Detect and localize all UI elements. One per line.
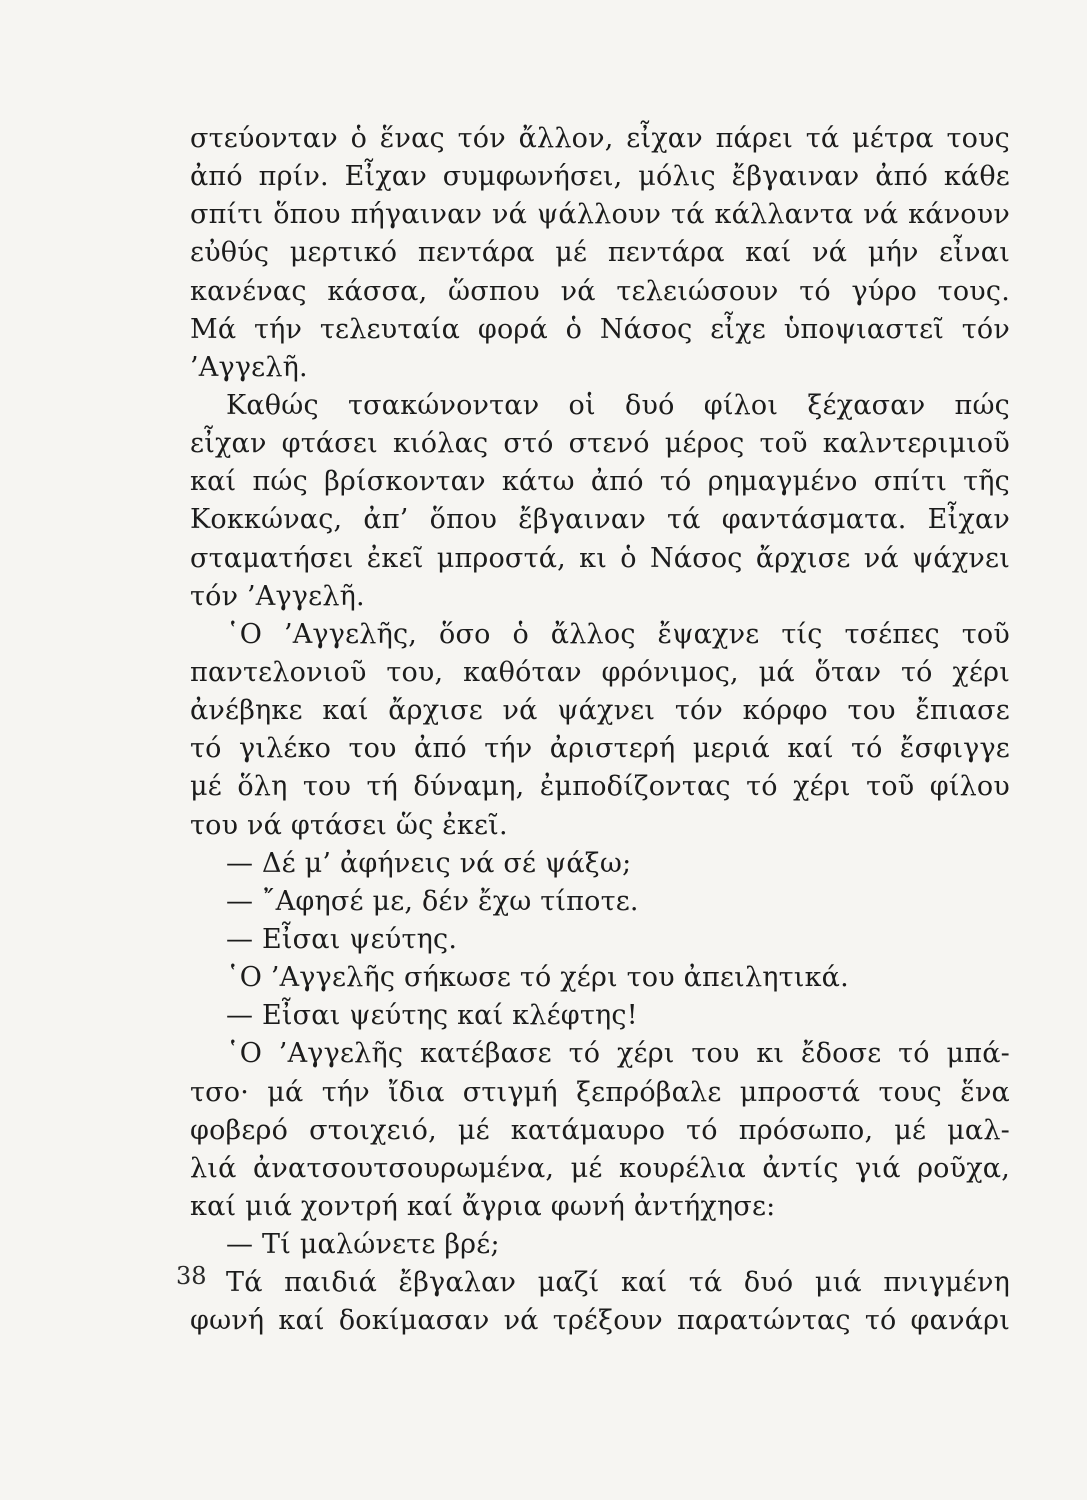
text-line: στεύονταν ὁ ἕνας τόν ἄλλον, εἶχαν πάρει τά μέτρα τους xyxy=(190,123,1010,154)
text-line: τό γιλέκο του ἀπό τήν ἀριστερή μεριά καί τό ἔσφιγγε xyxy=(190,733,1010,765)
text-line: Κοκκώνας, ἀπ’ ὅπου ἔβγαιναν τά φαντάσματα. Εἶχαν xyxy=(190,504,1010,536)
dialogue-line: — Εἶσαι ψεύτης. xyxy=(226,923,458,955)
text-line: φοβερό στοιχειό, μέ κατάμαυρο τό πρόσωπο, μέ μαλ- xyxy=(190,1114,1010,1146)
text-line: ῾Ο ’Αγγελῆς κατέβασε τό χέρι του κι ἔδοσε τό μπά- xyxy=(226,1038,1010,1070)
dialogue-line: — ῎Αφησέ με, δέν ἔχω τίποτε. xyxy=(226,885,639,917)
text-line: καί μιά χοντρή καί ἄγρια φωνή ἀντήχησε: xyxy=(190,1190,776,1222)
text-line: καί πώς βρίσκονταν κάτω ἀπό τό ρημαγμένο σπίτι τῆς xyxy=(190,466,1010,498)
text-line: σπίτι ὅπου πήγαιναν νά ψάλλουν τά κάλλαντα νά κάνουν xyxy=(190,199,1010,231)
text-line: ῾Ο ’Αγγελῆς σήκωσε τό χέρι του ἀπειλητικά. xyxy=(226,962,849,994)
text-line: εὐθύς μερτικό πεντάρα μέ πεντάρα καί νά μήν εἶναι xyxy=(190,237,1010,269)
body-text xyxy=(190,120,1010,1341)
text-line: του νά φτάσει ὥς ἐκεῖ. xyxy=(190,809,508,841)
dialogue-line: — Εἶσαι ψεύτης καί κλέφτης! xyxy=(226,1000,638,1032)
text-line: ἀπό πρίν. Εἶχαν συμφωνήσει, μόλις ἔβγαιναν ἀπό κάθε xyxy=(190,161,1010,193)
dialogue-line: — Τί μαλώνετε βρέ; xyxy=(226,1229,500,1261)
text-line: τσο· μά τήν ἴδια στιγμή ξεπρόβαλε μπροστά τους ἕνα xyxy=(190,1076,1010,1108)
text-line: λιά ἀνατσουτσουρωμένα, μέ κουρέλια ἀντίς γιά ροῦχα, xyxy=(190,1152,1010,1184)
dialogue-line: — Δέ μ’ ἀφήνεις νά σέ ψάξω; xyxy=(226,847,632,879)
text-line: εἶχαν φτάσει κιόλας στό στενό μέρος τοῦ καλντεριμιοῦ xyxy=(190,428,1010,460)
text-line: τόν ’Αγγελῆ. xyxy=(190,580,365,612)
text-line: ἀνέβηκε καί ἄρχισε νά ψάχνει τόν κόρφο του ἔπιασε xyxy=(190,695,1010,727)
text-line: Τά παιδιά ἔβγαλαν μαζί καί τά δυό μιά πνιγμένη xyxy=(226,1267,1010,1299)
page-number: 38 xyxy=(176,1262,207,1290)
text-line: ’Αγγελῆ. xyxy=(190,351,308,383)
text-line: ῾Ο ’Αγγελῆς, ὅσο ὁ ἄλλος ἔψαχνε τίς τσέπες τοῦ xyxy=(226,618,1010,650)
text-line: Καθώς τσακώνονταν οἱ δυό φίλοι ξέχασαν πώς xyxy=(226,389,1010,421)
text-line: Μά τήν τελευταία φορά ὁ Νάσος εἶχε ὑποψιαστεῖ τόν xyxy=(190,313,1010,345)
text-line: κανένας κάσσα, ὥσπου νά τελειώσουν τό γύρο τους. xyxy=(190,275,1010,307)
text-line: φωνή καί δοκίμασαν νά τρέξουν παρατώντας τό φανάρι xyxy=(190,1305,1010,1337)
text-line: σταματήσει ἐκεῖ μπροστά, κι ὁ Νάσος ἄρχισε νά ψάχνει xyxy=(190,542,1010,574)
text-line: παντελονιοῦ του, καθόταν φρόνιμος, μά ὅταν τό χέρι xyxy=(190,656,1010,688)
text-line: μέ ὅλη του τή δύναμη, ἐμποδίζοντας τό χέρι τοῦ φίλου xyxy=(190,771,1010,803)
